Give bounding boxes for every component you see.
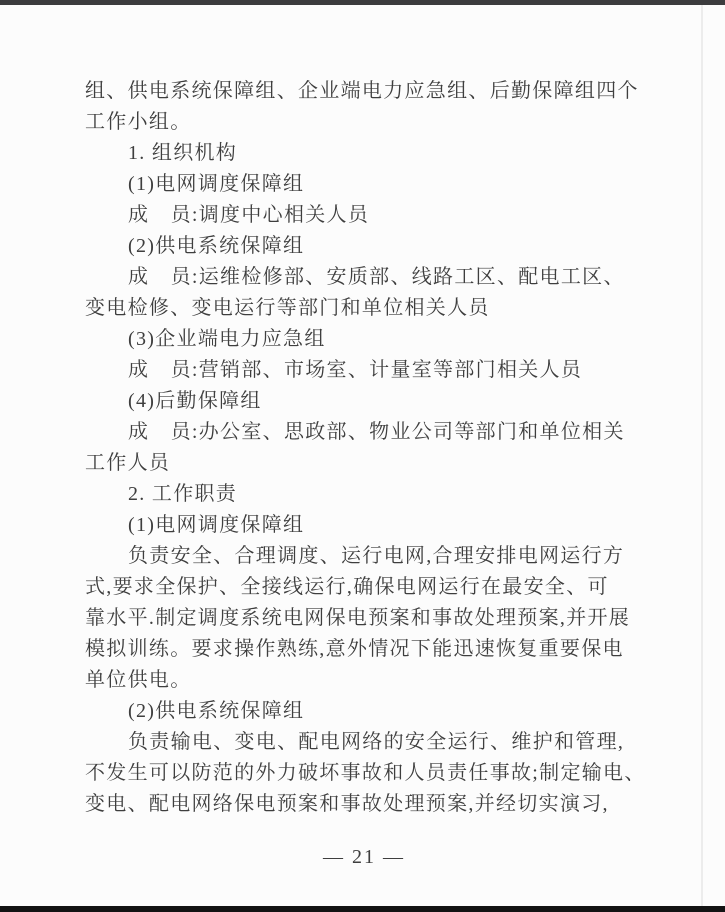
document-line: 变电、配电网络保电预案和事故处理预案,并经切实演习, xyxy=(85,793,609,815)
document-line: 1. 组织机构 xyxy=(128,142,238,164)
document-line: 成 员:营销部、市场室、计量室等部门相关人员 xyxy=(128,359,583,381)
document-line: 2. 工作职责 xyxy=(128,483,238,505)
document-line: (1)电网调度保障组 xyxy=(128,514,305,536)
document-line: 成 员:运维检修部、安质部、线路工区、配电工区、 xyxy=(128,266,625,288)
page-edge-shadow xyxy=(701,5,703,906)
document-line: 变电检修、变电运行等部门和单位相关人员 xyxy=(85,297,490,319)
document-line: 不发生可以防范的外力破坏事故和人员责任事故;制定输电、 xyxy=(85,762,646,784)
document-line: 式,要求全保护、全接线运行,确保电网运行在最安全、可 xyxy=(85,576,609,598)
document-line: 组、供电系统保障组、企业端电力应急组、后勤保障组四个 xyxy=(85,80,639,102)
scan-top-edge xyxy=(0,0,725,5)
document-line: 负责输电、变电、配电网络的安全运行、维护和管理, xyxy=(128,731,625,753)
document-line: 模拟训练。要求操作熟练,意外情况下能迅速恢复重要保电 xyxy=(85,638,624,660)
document-line: 工作小组。 xyxy=(85,111,192,133)
scan-bottom-edge xyxy=(0,906,725,912)
document-line: 工作人员 xyxy=(85,452,171,474)
document-line: 靠水平.制定调度系统电网保电预案和事故处理预案,并开展 xyxy=(85,607,631,629)
document-body xyxy=(85,76,646,820)
document-line: (3)企业端电力应急组 xyxy=(128,328,326,350)
document-line: (1)电网调度保障组 xyxy=(128,173,305,195)
document-line: 单位供电。 xyxy=(85,669,192,691)
document-line: 成 员:调度中心相关人员 xyxy=(128,204,370,226)
document-line: (2)供电系统保障组 xyxy=(128,235,305,257)
document-line: (4)后勤保障组 xyxy=(128,390,262,412)
document-line: 成 员:办公室、思政部、物业公司等部门和单位相关 xyxy=(128,421,625,443)
document-line: (2)供电系统保障组 xyxy=(128,700,305,722)
page-number: — 21 — xyxy=(323,846,405,868)
document-line: 负责安全、合理调度、运行电网,合理安排电网运行方 xyxy=(128,545,625,567)
